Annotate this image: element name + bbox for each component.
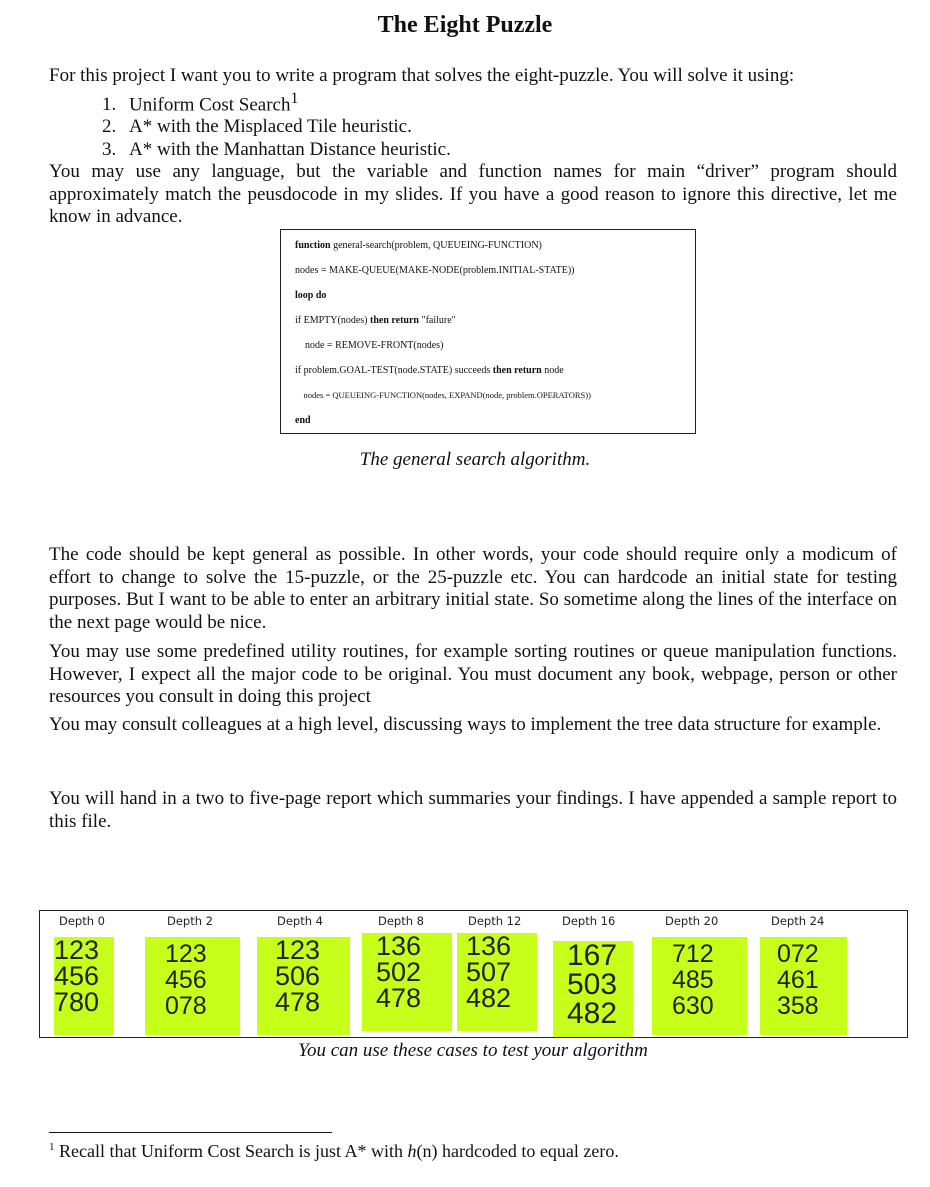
code-line: loop do (295, 290, 327, 301)
footnote-ref: 1 (290, 89, 299, 107)
case-label: Depth 12 (468, 914, 522, 928)
pseudocode-caption: The general search algorithm. (359, 449, 591, 470)
code-line: if problem.GOAL-TEST(node.STATE) succeeds then return node (295, 365, 564, 376)
case-label: Depth 4 (277, 914, 323, 928)
paragraph-report: You will hand in a two to five-page report which summaries your findings. I have appended a sample report to this file. (49, 788, 897, 832)
code-line: node = REMOVE-FRONT(nodes) (295, 340, 444, 351)
test-cases-caption: You can use these cases to test your algorithm (298, 1040, 648, 1061)
test-cases-table (39, 910, 908, 1038)
puzzle-state: 136 507 482 (457, 933, 537, 1031)
case-label: Depth 8 (378, 914, 424, 928)
paragraph-generality: The code should be kept general as possible. In other words, your code should require only a modicum of effort to change to solve the 15-puzzle, or the 25-puzzle etc. You can hardcode an initial state for testing purposes. But I want to be able to enter an arbitrary initial state. So sometime along the lines of the interface on the next page would be nice. (49, 544, 897, 633)
pseudocode-box (280, 229, 696, 434)
code-line: nodes = MAKE-QUEUE(MAKE-NODE(problem.INITIAL-STATE)) (295, 265, 575, 276)
code-line: function general-search(problem, QUEUEING-FUNCTION) (295, 240, 542, 251)
footnote: $^1$ Recall that Uniform Cost Search is just A* with h(n) hardcoded to equal zero. (49, 1141, 619, 1161)
language-note: You may use any language, but the variable and function names for main “driver” program should approximately match the peusdocode in my slides. If you have a good reason to ignore this directive, let me know in advance. (49, 161, 897, 228)
puzzle-state: 123 506 478 (257, 937, 350, 1035)
puzzle-state: 712 485 630 (652, 937, 747, 1035)
method-item: 2. A* with the Misplaced Tile heuristic. (121, 116, 897, 139)
puzzle-state: 123 456 780 (54, 937, 114, 1035)
footnote-divider (49, 1132, 332, 1133)
page-title: The Eight Puzzle (377, 12, 553, 38)
method-list (49, 88, 897, 162)
method-item: 1. Uniform Cost Search$^1$ (121, 88, 897, 117)
footnote-mark: 1 (49, 1141, 55, 1153)
case-label: Depth 16 (562, 914, 616, 928)
case-label: Depth 2 (167, 914, 213, 928)
paragraph-colleagues: You may consult colleagues at a high level, discussing ways to implement the tree data structure for example. (49, 714, 882, 735)
case-label: Depth 20 (665, 914, 719, 928)
intro-lead: For this project I want you to write a program that solves the eight-puzzle. You will solve it using: (49, 65, 795, 86)
case-label: Depth 24 (771, 914, 825, 928)
paragraph-resources: You may use some predefined utility routines, for example sorting routines or queue manipulation functions. However, I expect all the major code to be original. You must document any book, webpage, person or other resources you consult in doing this project (49, 641, 897, 707)
puzzle-state: 136 502 478 (362, 933, 452, 1031)
puzzle-state: 072 461 358 (760, 937, 847, 1035)
puzzle-state: 123 456 078 (145, 937, 240, 1035)
code-line: if EMPTY(nodes) then return "failure" (295, 315, 456, 326)
method-item: 3. A* with the Manhattan Distance heuristic. (121, 139, 897, 162)
case-label: Depth 0 (59, 914, 105, 928)
puzzle-state: 167 503 482 (553, 941, 633, 1037)
code-line: nodes = QUEUEING-FUNCTION(nodes, EXPAND(node, problem.OPERATORS)) (295, 390, 591, 400)
code-line: end (295, 415, 311, 426)
intro-section (49, 65, 897, 229)
